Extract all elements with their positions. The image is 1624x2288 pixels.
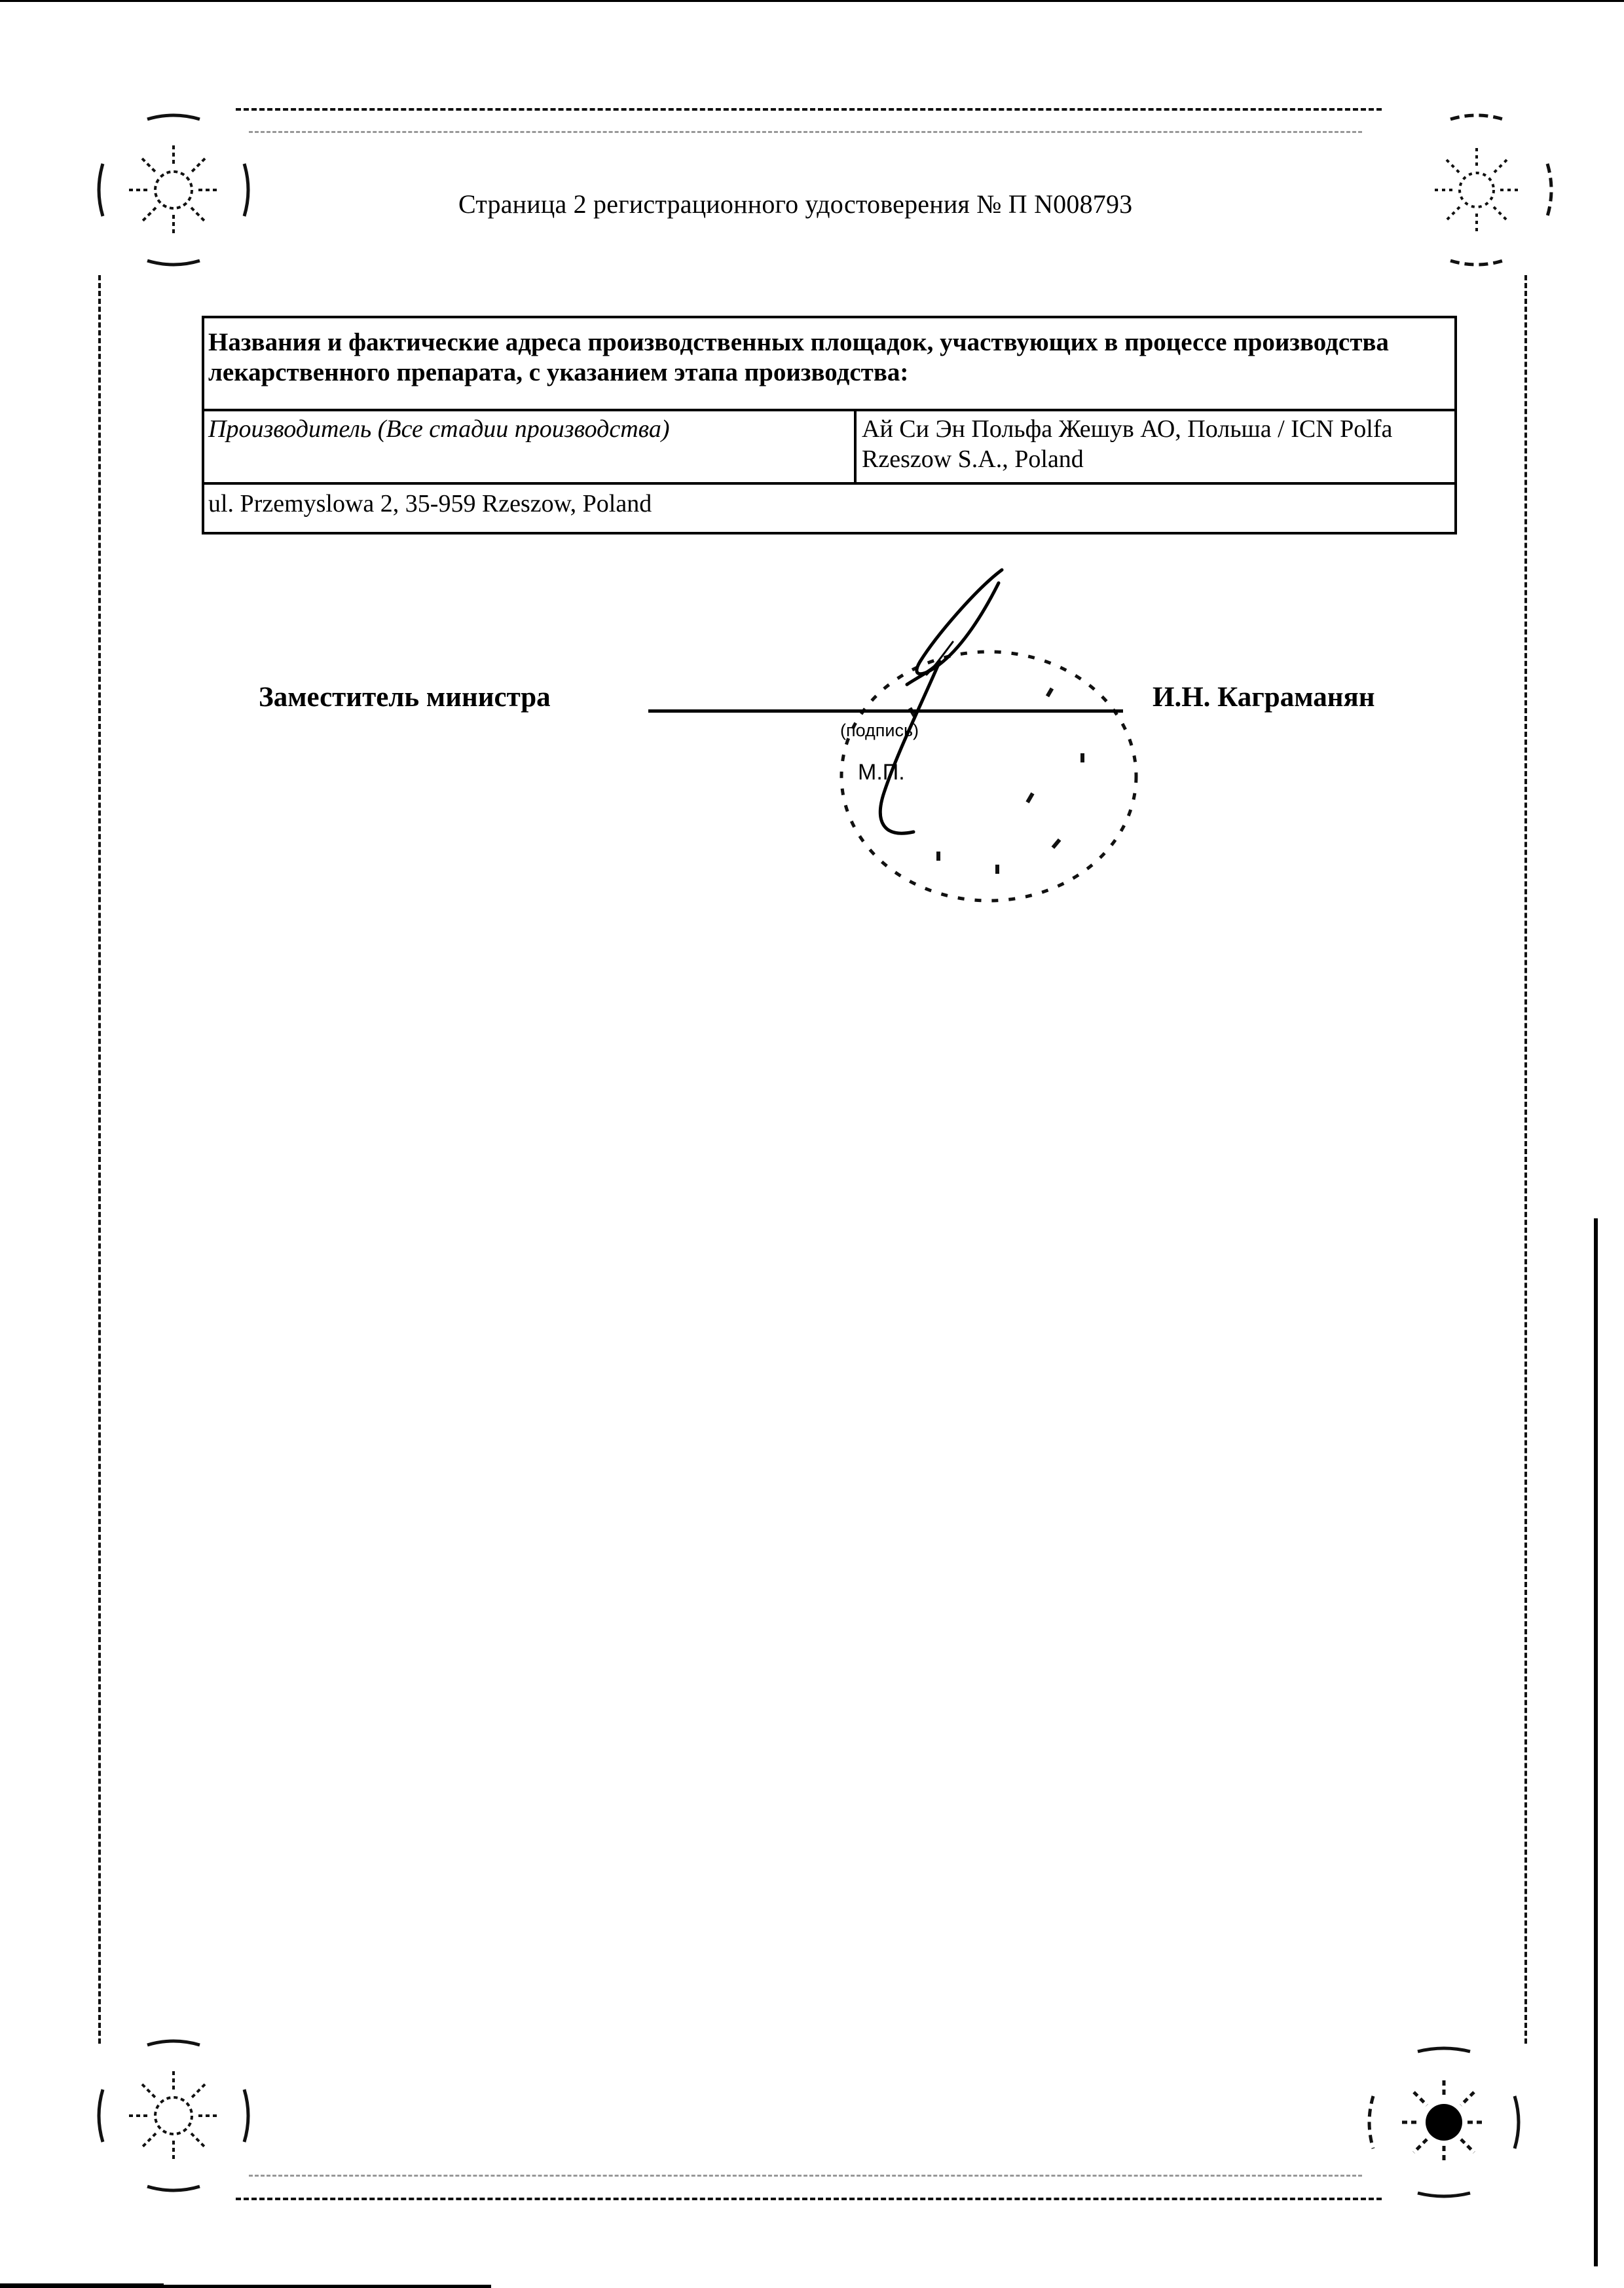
table-row: [203, 410, 1456, 483]
manufacturer-address-cell: ul. Przemyslowa 2, 35-959 Rzeszow, Poland: [203, 483, 1456, 533]
frame-left-border: [98, 275, 101, 2044]
scan-top-edge: [0, 0, 1624, 2]
manufacturer-role-cell: Производитель (Все стадии производства): [203, 410, 855, 483]
ornamental-rosette-icon: [1359, 2037, 1529, 2207]
manufacturer-name-cell: Ай Си Эн Польфа Жешув АО, Польша / ICN Polfa Rzeszow S.A., Poland: [855, 410, 1456, 483]
signatory-name: И.Н. Каграманян: [1153, 682, 1375, 713]
scan-bottom-edge-bar: [0, 2283, 164, 2288]
frame-right-border: [1524, 275, 1527, 2044]
ornamental-rosette-icon: [1392, 105, 1562, 275]
production-sites-table: [202, 316, 1457, 534]
signature-caption: (подпись): [840, 721, 919, 740]
table-title: Названия и фактические адреса производственных площадок, участвующих в процессе производства лекарственного препарата, с указанием этапа производства:: [203, 317, 1456, 410]
frame-top-border: [236, 108, 1382, 111]
table-title-row: [203, 317, 1456, 410]
page-header: Страница 2 регистрационного удостоверения № П N008793: [458, 189, 1133, 219]
ornamental-rosette-icon: [88, 2031, 259, 2201]
frame-bottom-border: [236, 2198, 1382, 2200]
scan-bottom-edge-bar-2: [164, 2285, 491, 2288]
scan-right-edge-bar: [1594, 1218, 1598, 2266]
frame-top-inner-border: [249, 131, 1362, 133]
signatory-position: Заместитель министра: [259, 682, 551, 713]
signature-line: [648, 709, 1123, 713]
handwritten-signature-icon: [838, 563, 1008, 865]
ornamental-rosette-icon: [88, 105, 259, 275]
seal-place-label: М.П.: [858, 760, 905, 785]
table-row: [203, 483, 1456, 533]
frame-bottom-inner-border: [249, 2175, 1362, 2177]
